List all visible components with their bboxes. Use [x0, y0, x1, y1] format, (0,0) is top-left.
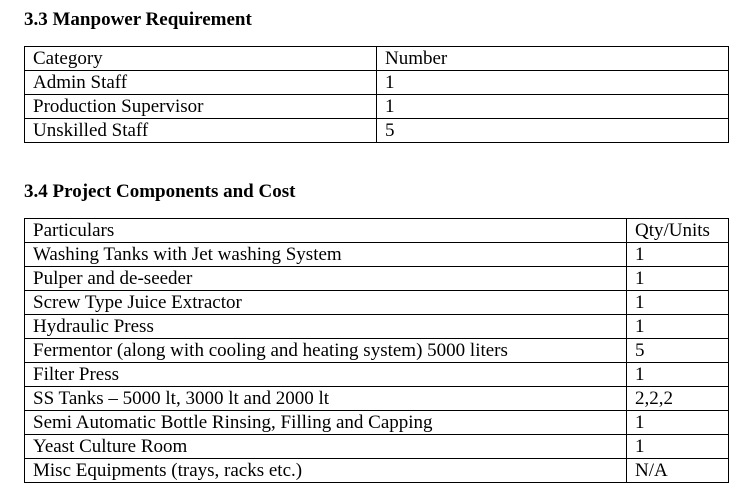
table-row [25, 243, 729, 267]
cell-qty: 1 [627, 267, 729, 291]
table-row [25, 411, 729, 435]
column-header-category: Category [25, 47, 377, 71]
column-header-particulars: Particulars [25, 219, 627, 243]
cell-particular: Pulper and de-seeder [25, 267, 627, 291]
table-row [25, 291, 729, 315]
cell-qty: 2,2,2 [627, 387, 729, 411]
column-header-number: Number [377, 47, 729, 71]
table-row [25, 95, 729, 119]
cell-qty: 1 [627, 435, 729, 459]
cell-qty: 1 [627, 243, 729, 267]
cell-qty: N/A [627, 459, 729, 483]
section-heading-project-components: 3.4 Project Components and Cost [24, 181, 296, 202]
table-row [25, 315, 729, 339]
cell-category: Production Supervisor [25, 95, 377, 119]
cell-number: 1 [377, 95, 729, 119]
cell-particular: Misc Equipments (trays, racks etc.) [25, 459, 627, 483]
table-row [25, 435, 729, 459]
table-row [25, 267, 729, 291]
table-row [25, 459, 729, 483]
cell-number: 5 [377, 119, 729, 143]
table-header-row [25, 219, 729, 243]
cell-particular: Filter Press [25, 363, 627, 387]
project-components-table [24, 218, 729, 483]
cell-particular: Fermentor (along with cooling and heating system) 5000 liters [25, 339, 627, 363]
cell-qty: 5 [627, 339, 729, 363]
cell-qty: 1 [627, 411, 729, 435]
section-heading-manpower: 3.3 Manpower Requirement [24, 9, 252, 30]
cell-particular: Hydraulic Press [25, 315, 627, 339]
table-row [25, 387, 729, 411]
cell-category: Unskilled Staff [25, 119, 377, 143]
cell-number: 1 [377, 71, 729, 95]
cell-qty: 1 [627, 291, 729, 315]
cell-particular: Yeast Culture Room [25, 435, 627, 459]
cell-qty: 1 [627, 363, 729, 387]
cell-particular: SS Tanks – 5000 lt, 3000 lt and 2000 lt [25, 387, 627, 411]
manpower-table [24, 46, 729, 143]
table-row [25, 71, 729, 95]
cell-particular: Semi Automatic Bottle Rinsing, Filling and Capping [25, 411, 627, 435]
cell-category: Admin Staff [25, 71, 377, 95]
table-row [25, 339, 729, 363]
cell-qty: 1 [627, 315, 729, 339]
table-header-row [25, 47, 729, 71]
table-row [25, 119, 729, 143]
column-header-qty-units: Qty/Units [627, 219, 729, 243]
table-row [25, 363, 729, 387]
cell-particular: Screw Type Juice Extractor [25, 291, 627, 315]
cell-particular: Washing Tanks with Jet washing System [25, 243, 627, 267]
